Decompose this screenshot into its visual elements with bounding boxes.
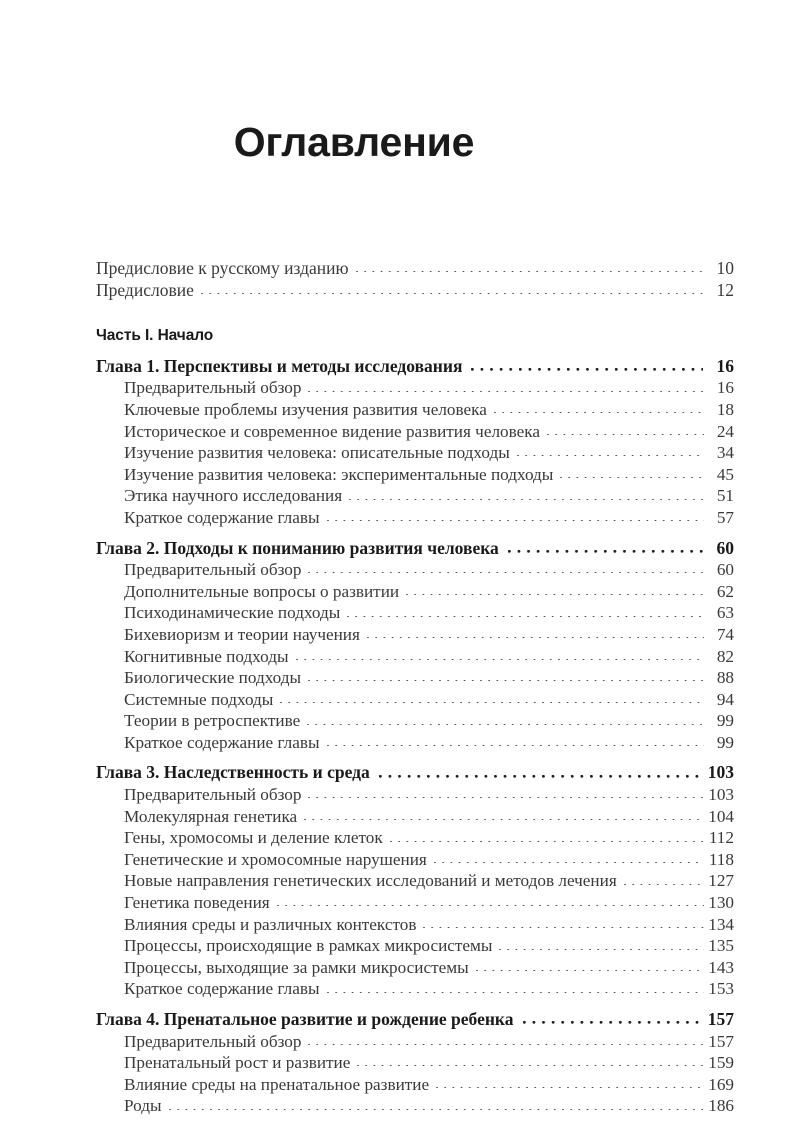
dot-leader (560, 477, 704, 478)
section-page: 51 (716, 486, 734, 506)
toc-section-row[interactable] (96, 689, 734, 711)
section-label: Краткое содержание главы (124, 979, 320, 999)
dot-leader (523, 1021, 703, 1024)
toc-section-row[interactable] (96, 914, 734, 936)
toc-section-row[interactable] (96, 827, 734, 849)
section-label: Когнитивные подходы (124, 646, 289, 666)
toc-section-row[interactable] (96, 1095, 734, 1117)
section-label: Изучение развития человека: описательные подходы (124, 443, 510, 463)
dot-leader (347, 616, 704, 617)
section-page: 135 (708, 936, 734, 956)
toc-section-row[interactable] (96, 559, 734, 581)
dot-leader (547, 434, 704, 435)
section-page: 130 (708, 893, 734, 913)
toc-section-row[interactable] (96, 710, 734, 732)
section-label: Этика научного исследования (124, 486, 343, 506)
chapter-label: Глава 1. Перспективы и методы исследования (96, 355, 463, 376)
section-page: 34 (716, 443, 734, 463)
section-label: Бихевиоризм и теории научения (124, 624, 360, 644)
toc-section-row[interactable] (96, 957, 734, 979)
chapter-label: Глава 4. Пренатальное развитие и рождение ребенка (96, 1009, 514, 1029)
section-label: Процессы, происходящие в рамках микросистемы (124, 936, 493, 956)
toc-section-row[interactable] (96, 1074, 734, 1096)
section-label: Психодинамические подходы (124, 603, 341, 623)
toc-section-row[interactable] (96, 581, 734, 603)
dot-leader (517, 455, 704, 456)
dot-leader (308, 797, 704, 798)
toc-section-row[interactable] (96, 732, 734, 754)
dot-leader (308, 572, 704, 573)
dot-leader (304, 819, 704, 820)
toc-section-row[interactable] (96, 935, 734, 957)
toc-section-row[interactable] (96, 485, 734, 507)
dot-leader (357, 1065, 704, 1066)
section-label: Пренатальный рост и развитие (124, 1053, 351, 1073)
section-label: Гены, хромосомы и деление клеток (124, 828, 383, 848)
toc-chapter-row[interactable] (96, 356, 734, 378)
dot-leader (367, 637, 704, 638)
dot-leader (308, 1044, 704, 1045)
dot-leader (308, 391, 704, 392)
section-label: Генетические и хромосомные нарушения (124, 849, 427, 869)
section-label: Системные подходы (124, 689, 274, 709)
section-label: Краткое содержание главы (124, 732, 320, 752)
section-page: 60 (716, 560, 734, 580)
chapter-page: 16 (716, 355, 734, 376)
toc-section-row[interactable] (96, 442, 734, 464)
section-page: 74 (716, 624, 734, 644)
section-page: 112 (708, 828, 734, 848)
chapter-page: 103 (707, 762, 734, 783)
section-label: Изучение развития человека: экспериментальные подходы (124, 464, 554, 484)
section-page: 134 (708, 914, 734, 934)
dot-leader (327, 745, 704, 746)
section-label: Предварительный обзор (124, 785, 302, 805)
dot-leader (280, 702, 704, 703)
dot-leader (494, 412, 704, 413)
toc-section-row[interactable] (96, 1052, 734, 1074)
chapter-page: 60 (716, 537, 734, 558)
section-label: Предварительный обзор (124, 1031, 302, 1051)
chapter-page: 157 (707, 1009, 734, 1029)
toc-section-row[interactable] (96, 399, 734, 421)
toc-list (96, 258, 734, 1117)
section-label: Предварительный обзор (124, 560, 302, 580)
section-label: Генетика поведения (124, 893, 270, 913)
dot-leader (277, 905, 704, 906)
chapter-label: Глава 3. Наследственность и среда (96, 762, 370, 783)
section-label: Дополнительные вопросы о развитии (124, 581, 400, 601)
section-page: 169 (708, 1074, 734, 1094)
dot-leader (499, 949, 704, 950)
toc-section-row[interactable] (96, 784, 734, 806)
section-page: 62 (716, 581, 734, 601)
toc-section-row[interactable] (96, 849, 734, 871)
dot-leader (201, 293, 704, 294)
section-label: Влияния среды и различных контекстов (124, 914, 417, 934)
toc-section-row[interactable] (96, 870, 734, 892)
section-label: Историческое и современное видение развития человека (124, 421, 540, 441)
dot-leader (471, 368, 703, 371)
dot-leader (296, 659, 704, 660)
section-page: 157 (708, 1031, 734, 1051)
section-page: 99 (716, 711, 734, 731)
dot-leader (406, 594, 704, 595)
toc-section-row[interactable] (96, 602, 734, 624)
dot-leader (423, 927, 704, 928)
dot-leader (624, 884, 704, 885)
page-title: Оглавление (233, 119, 475, 165)
dot-leader (434, 862, 704, 863)
toc-front-matter-row[interactable] (96, 280, 734, 302)
section-page: 99 (716, 732, 734, 752)
chapter-label: Глава 2. Подходы к пониманию развития человека (96, 537, 499, 558)
dot-leader (476, 970, 704, 971)
front-matter-label: Предисловие к русскому изданию (96, 258, 349, 278)
dot-leader (508, 550, 703, 553)
section-label: Предварительный обзор (124, 378, 302, 398)
toc-chapter-row[interactable] (96, 762, 734, 784)
toc-section-row[interactable] (96, 667, 734, 689)
part-heading: Часть I. Начало (96, 327, 214, 345)
section-label: Биологические подходы (124, 668, 302, 688)
toc-section-row[interactable] (96, 421, 734, 443)
toc-section-row[interactable] (96, 646, 734, 668)
dot-leader (349, 499, 704, 500)
section-label: Ключевые проблемы изучения развития человека (124, 399, 487, 419)
dot-leader (327, 520, 704, 521)
front-matter-label: Предисловие (96, 279, 194, 300)
toc-section-row[interactable] (96, 464, 734, 486)
front-matter-page: 12 (716, 279, 734, 300)
toc-section-row[interactable] (96, 377, 734, 399)
section-label: Процессы, выходящие за рамки микросистемы (124, 957, 469, 977)
dot-leader (327, 992, 704, 993)
section-label: Роды (124, 1096, 162, 1116)
section-page: 143 (708, 957, 734, 977)
dot-leader (390, 841, 704, 842)
dot-leader (307, 724, 704, 725)
dot-leader (436, 1087, 704, 1088)
toc-section-row[interactable] (96, 892, 734, 914)
section-page: 118 (708, 849, 734, 869)
dot-leader (169, 1109, 704, 1110)
section-page: 94 (716, 689, 734, 709)
toc-chapter-row[interactable] (96, 538, 734, 560)
section-label: Теории в ретроспективе (124, 711, 301, 731)
toc-section-row[interactable] (96, 624, 734, 646)
section-label: Новые направления генетических исследований и методов лечения (124, 871, 617, 891)
section-label: Влияние среды на пренатальное развитие (124, 1074, 430, 1094)
section-label: Молекулярная генетика (124, 806, 298, 826)
toc-section-row[interactable] (96, 978, 734, 1000)
section-page: 16 (716, 378, 734, 398)
toc-chapter-row[interactable] (96, 1009, 734, 1031)
toc-section-row[interactable] (96, 507, 734, 529)
dot-leader (308, 680, 704, 681)
dot-leader (356, 271, 704, 272)
toc-section-row[interactable] (96, 1031, 734, 1053)
front-matter-page: 10 (716, 258, 734, 278)
section-page: 45 (716, 464, 734, 484)
section-page: 24 (716, 421, 734, 441)
section-page: 153 (708, 979, 734, 999)
section-page: 57 (716, 507, 734, 527)
section-page: 88 (716, 668, 734, 688)
section-page: 63 (716, 603, 734, 623)
section-label: Краткое содержание главы (124, 507, 320, 527)
toc-front-matter-row[interactable] (96, 258, 734, 280)
section-page: 104 (708, 806, 734, 826)
dot-leader (379, 775, 703, 778)
section-page: 159 (708, 1053, 734, 1073)
section-page: 127 (708, 871, 734, 891)
section-page: 186 (708, 1096, 734, 1116)
section-page: 18 (716, 399, 734, 419)
section-page: 103 (708, 785, 734, 805)
toc-section-row[interactable] (96, 806, 734, 828)
section-page: 82 (716, 646, 734, 666)
